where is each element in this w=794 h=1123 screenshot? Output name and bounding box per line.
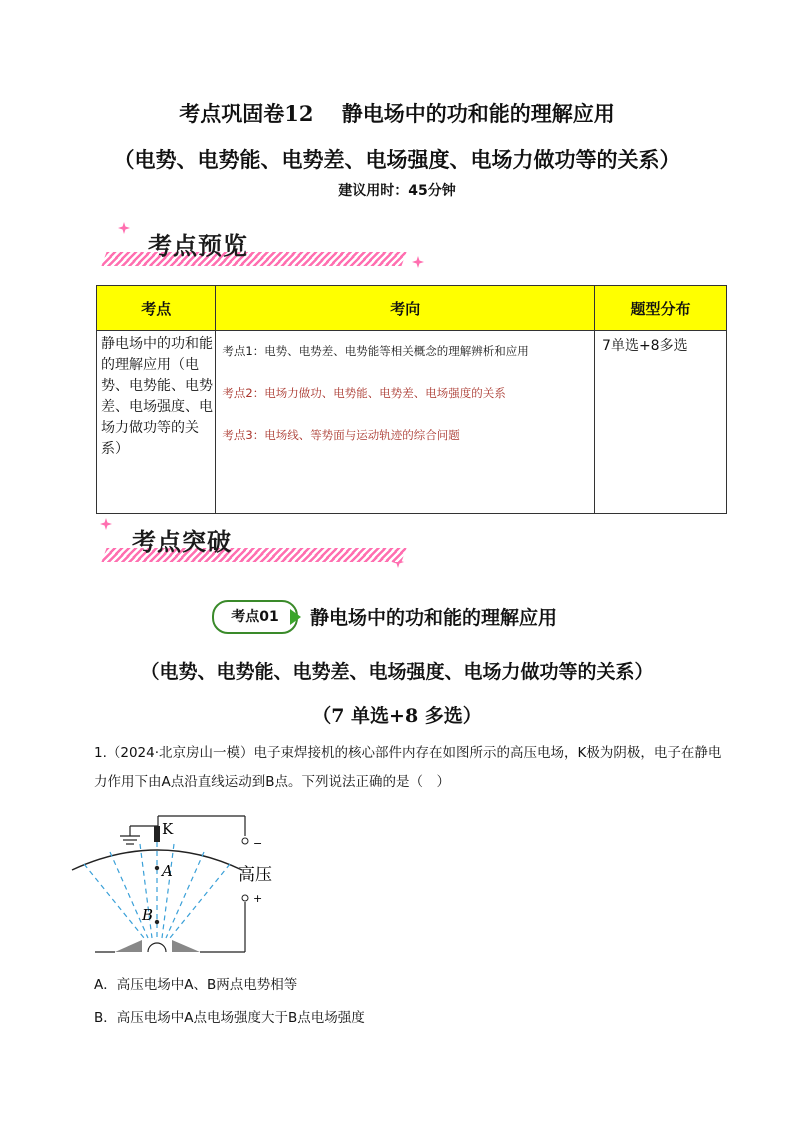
label-b: B bbox=[142, 906, 154, 924]
label-high-voltage: 高压 bbox=[238, 865, 272, 885]
direction-item: 考点2：电场力做功、电势能、电势差、电场强度的关系 bbox=[222, 386, 506, 400]
kaodian-subtitle: （电势、电势能、电势差、电场强度、电场力做功等的关系） bbox=[140, 661, 654, 683]
kaodian-badge: 考点01 bbox=[212, 600, 298, 634]
table-header-distribution: 题型分布 bbox=[595, 286, 727, 331]
cell-kaodian: 静电场中的功和能的理解应用（电势、电势能、电势差、电场强度、电场力做功等的关系） bbox=[97, 331, 216, 514]
label-a: A bbox=[162, 862, 173, 880]
section-banner-breakthrough bbox=[96, 518, 426, 570]
table-row bbox=[97, 331, 727, 514]
table-header-direction: 考向 bbox=[216, 286, 595, 331]
option-a: A．高压电场中A、B两点电势相等 bbox=[94, 977, 298, 993]
direction-item: 考点3：电场线、等势面与运动轨迹的综合问题 bbox=[222, 428, 460, 442]
question-text: 1.（2024·北京房山一模）电子束焊接机的核心部件内存在如图所示的高压电场，K极为阴极，电子在静电力作用下由A点沿直线运动到B点。下列说法正确的是（ ） bbox=[94, 745, 722, 790]
title-line1: 考点巩固卷12 静电场中的功和能的理解应用 bbox=[179, 101, 615, 126]
title-line2: （电势、电势能、电势差、电场强度、电场力做功等的关系） bbox=[113, 147, 681, 172]
kaodian-title: 静电场中的功和能的理解应用 bbox=[310, 607, 558, 629]
table-header-kaodian: 考点 bbox=[97, 286, 216, 331]
section-title-breakthrough: 考点突破 bbox=[132, 528, 232, 556]
section-banner-preview bbox=[96, 222, 426, 274]
option-b: B．高压电场中A点电场强度大于B点电场强度 bbox=[94, 1010, 365, 1026]
star-icon bbox=[118, 222, 130, 234]
direction-item: 考点1：电势、电势差、电势能等相关概念的理解辨析和应用 bbox=[222, 344, 529, 358]
cell-distribution: 7单选+8多选 bbox=[595, 331, 727, 514]
section-title-preview: 考点预览 bbox=[148, 232, 248, 260]
electric-field-diagram bbox=[70, 808, 300, 958]
cell-directions bbox=[216, 331, 595, 514]
suggested-time: 建议用时：45分钟 bbox=[338, 183, 456, 199]
arrow-icon bbox=[290, 609, 301, 625]
overview-table bbox=[96, 285, 727, 514]
kaodian-count: （7 单选+8 多选） bbox=[312, 705, 482, 727]
label-k: K bbox=[162, 820, 174, 838]
label-minus: − bbox=[253, 837, 263, 850]
star-icon bbox=[412, 256, 424, 268]
label-plus: + bbox=[253, 892, 263, 905]
star-icon bbox=[100, 518, 112, 530]
